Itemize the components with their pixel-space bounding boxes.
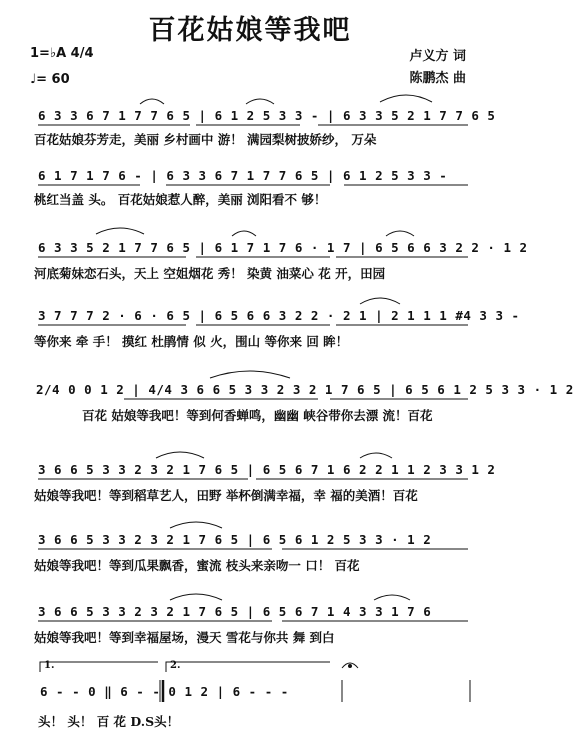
notation-line-7: 3 6 6 5 3 3 2 3 2 1 7 6 5 | 6 5 6 1 2 5 3 3 · 1 2 [38, 532, 432, 547]
lyric-line-9: 头！ 头！ 百 花 D.S头！ [38, 714, 180, 729]
tempo-marking: ♩= 60 [30, 72, 70, 87]
lyric-line-8: 姑娘等我吧！等到幸福屋场，漫天 雪花与你共 舞 到白 [34, 630, 335, 645]
song-title: 百花姑娘等我吧 [148, 15, 352, 46]
lyric-line-4: 等你来 牵 手！ 摸红 杜鹃情 似 火，围山 等你来 回 眸！ [34, 334, 349, 349]
lyric-line-5: 百花 姑娘等我吧！等到何香蝉鸣，幽幽 峡谷带你去漂 流！百花 [82, 408, 433, 423]
notation-line-3: 6 3 3 5 2 1 7 7 6 5 | 6 1 7 1 7 6 · 1 7 | 6 5 6 6 3 2 2 · 1 2 [38, 240, 528, 255]
volta-2-label: 2. [170, 660, 181, 671]
notation-line-1: 6 3 3 6 7 1 7 7 6 5 | 6 1 2 5 3 3 - | 6 3 3 5 2 1 7 7 6 5 [38, 108, 496, 123]
lyric-line-2: 桃红当盖 头。 百花姑娘惹人醉，美丽 浏阳看不 够！ [34, 192, 327, 207]
volta-1-label: 1. [44, 660, 55, 671]
notation-line-2: 6 1 7 1 7 6 - | 6 3 3 6 7 1 7 7 6 5 | 6 1 2 5 3 3 - [38, 168, 448, 183]
lyric-line-7: 姑娘等我吧！等到瓜果飘香，蜜流 枝头来亲吻一 口！ 百花 [34, 558, 360, 573]
composer-credit: 陈鹏杰 曲 [409, 71, 466, 86]
lyric-line-1: 百花姑娘芬芳走，美丽 乡村画中 游！ 满园梨树披娇纱， 万朵 [34, 132, 377, 147]
notation-line-8: 3 6 6 5 3 3 2 3 2 1 7 6 5 | 6 5 6 7 1 4 3 3 1 7 6 [38, 604, 432, 619]
lyric-line-3: 河底菊妹恋石头，天上 空姐烟花 秀！ 染黄 油菜心 花 开，田园 [34, 266, 386, 281]
lyric-line-6: 姑娘等我吧！等到稻草艺人，田野 举杯倒满幸福，幸 福的美酒！百花 [34, 488, 418, 503]
notation-line-5: 2/4 0 0 1 2 | 4/4 3 6 6 5 3 3 2 3 2 1 7 6 5 | 6 5 6 1 2 5 3 3 · 1 2 [36, 382, 574, 397]
notation-line-4: 3 7 7 7 2 · 6 · 6 5 | 6 5 6 6 3 2 2 · 2 1 | 2 1 1 1 #4 3 3 - [38, 308, 520, 323]
notation-line-6: 3 6 6 5 3 3 2 3 2 1 7 6 5 | 6 5 6 7 1 6 2 2 1 1 2 3 3 1 2 [38, 462, 496, 477]
notation-line-9: 6 - - 0 ‖ 6 - - 0 1 2 | 6 - - - [40, 684, 289, 699]
lyricist-credit: 卢义方 词 [409, 49, 466, 64]
key-signature: 1=♭A 4/4 [30, 46, 94, 61]
